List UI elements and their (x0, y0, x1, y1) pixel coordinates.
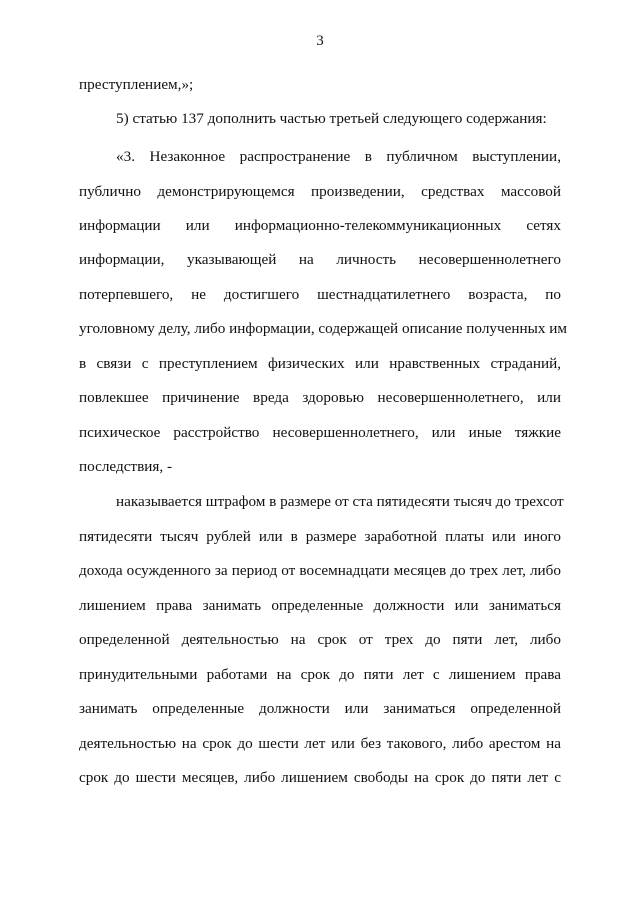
text-line-1: преступлением,»; (79, 76, 194, 93)
page-number: 3 (316, 33, 324, 49)
text-line-12: последствия, - (79, 458, 173, 475)
text-line-10: повлекшее причинение вреда здоровью несовершеннолетнего, или (79, 389, 561, 406)
text-line-6: информации, указывающей на личность несовершеннолетнего (79, 251, 561, 268)
text-line-15: дохода осужденного за период от восемнадцати месяцев до трех лет, либо (79, 562, 561, 579)
text-line-18: принудительными работами на срок до пяти лет с лишением права (79, 666, 561, 683)
text-line-11: психическое расстройство несовершеннолетнего, или иные тяжкие (79, 424, 561, 441)
text-line-17: определенной деятельностью на срок от трех до пяти лет, либо (79, 631, 561, 648)
text-line-3: «3. Незаконное распространение в публичном выступлении, (116, 148, 561, 165)
text-line-20: деятельностью на срок до шести лет или без такового, либо арестом на (79, 735, 561, 752)
text-line-4: публично демонстрирующемся произведении, средствах массовой (79, 183, 561, 200)
text-line-13: наказывается штрафом в размере от ста пятидесяти тысяч до трехсот (116, 493, 564, 510)
text-line-5: информации или информационно-телекоммуникационных сетях (79, 217, 561, 234)
text-line-14: пятидесяти тысяч рублей или в размере заработной платы или иного (79, 528, 561, 545)
text-line-8: уголовному делу, либо информации, содержащей описание полученных им (79, 320, 567, 337)
text-line-19: занимать определенные должности или заниматься определенной (79, 700, 561, 717)
text-line-16: лишением права занимать определенные должности или заниматься (79, 597, 561, 614)
text-line-2: 5) статью 137 дополнить частью третьей следующего содержания: (116, 110, 547, 127)
text-line-7: потерпевшего, не достигшего шестнадцатилетнего возраста, по (79, 286, 561, 303)
text-line-21: срок до шести месяцев, либо лишением свободы на срок до пяти лет с (79, 769, 561, 786)
text-line-9: в связи с преступлением физических или нравственных страданий, (79, 355, 561, 372)
